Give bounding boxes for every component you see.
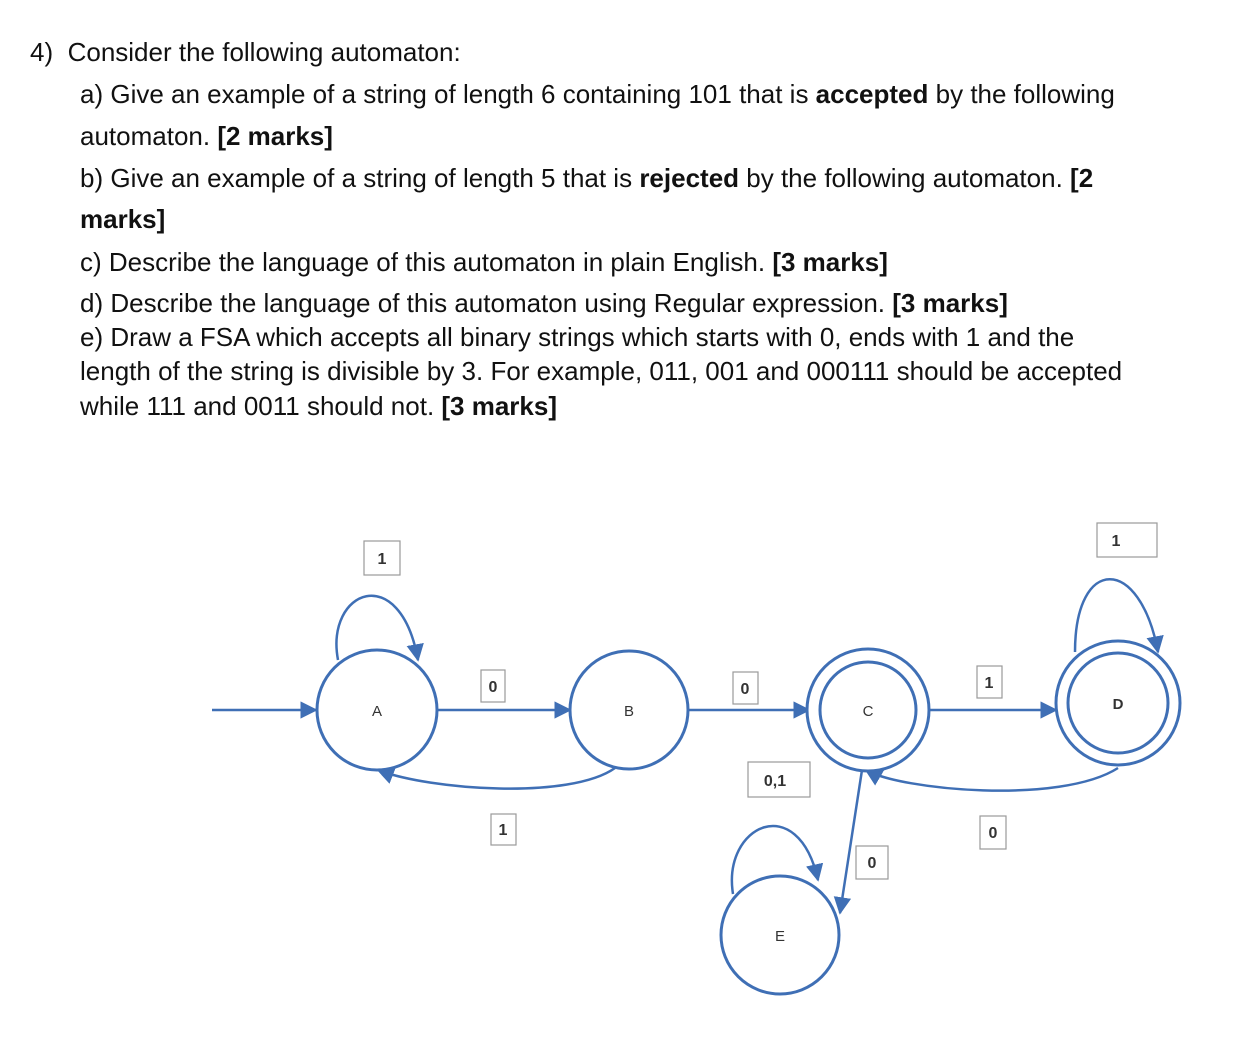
label-A-A: 1 xyxy=(377,551,387,568)
part-e-line3: while 111 and 0011 should not. [3 marks] xyxy=(80,391,558,421)
part-e-marks: [3 marks] xyxy=(441,391,558,421)
part-e-line1: e) Draw a FSA which accepts all binary strings which starts with 0, ends with 1 and the xyxy=(80,322,1075,352)
label-B-A: 1 xyxy=(498,822,508,839)
part-a-line2: automaton. [2 marks] xyxy=(80,121,333,151)
part-a-marks: [2 marks] xyxy=(217,121,333,151)
part-b-line1: b) Give an example of a string of length 5 that is rejected by the following automaton. [2 xyxy=(80,163,1094,193)
part-b-rejected: rejected xyxy=(639,163,740,193)
part-d-marks: [3 marks] xyxy=(892,288,1008,318)
state-label-D: D xyxy=(1112,696,1124,713)
label-D-C: 0 xyxy=(988,825,998,842)
part-a-accepted: accepted xyxy=(815,79,929,109)
edge-D-C xyxy=(866,768,1118,791)
label-C-D: 1 xyxy=(984,675,994,692)
part-a-line1: a) Give an example of a string of length 6 containing 101 that is accepted by the following xyxy=(80,79,1115,109)
label-C-E: 0 xyxy=(867,855,877,872)
part-d: d) Describe the language of this automaton using Regular expression. [3 marks] xyxy=(80,288,1008,318)
part-c-marks: [3 marks] xyxy=(772,247,888,277)
question-intro-text: Consider the following automaton: xyxy=(67,37,461,67)
label-E-E: 0,1 xyxy=(763,773,787,790)
part-b-marks-1: [2 xyxy=(1070,163,1094,193)
state-label-E: E xyxy=(774,928,786,945)
question-number: 4) xyxy=(30,37,54,67)
part-e-line2: length of the string is divisible by 3. For example, 011, 001 and 000111 should be accepted xyxy=(80,356,1123,386)
label-box-D-D xyxy=(1097,523,1157,557)
edge-B-A xyxy=(378,768,615,789)
part-b-marks-2: marks] xyxy=(80,204,166,234)
state-label-A: A xyxy=(371,703,383,720)
part-c: c) Describe the language of this automaton in plain English. [3 marks] xyxy=(80,247,888,277)
state-label-C: C xyxy=(862,703,874,720)
label-D-D: 1 xyxy=(1111,533,1121,550)
label-A-B: 0 xyxy=(488,679,498,696)
state-label-B: B xyxy=(623,703,635,720)
label-B-C: 0 xyxy=(740,681,750,698)
edge-C-E xyxy=(840,770,862,913)
